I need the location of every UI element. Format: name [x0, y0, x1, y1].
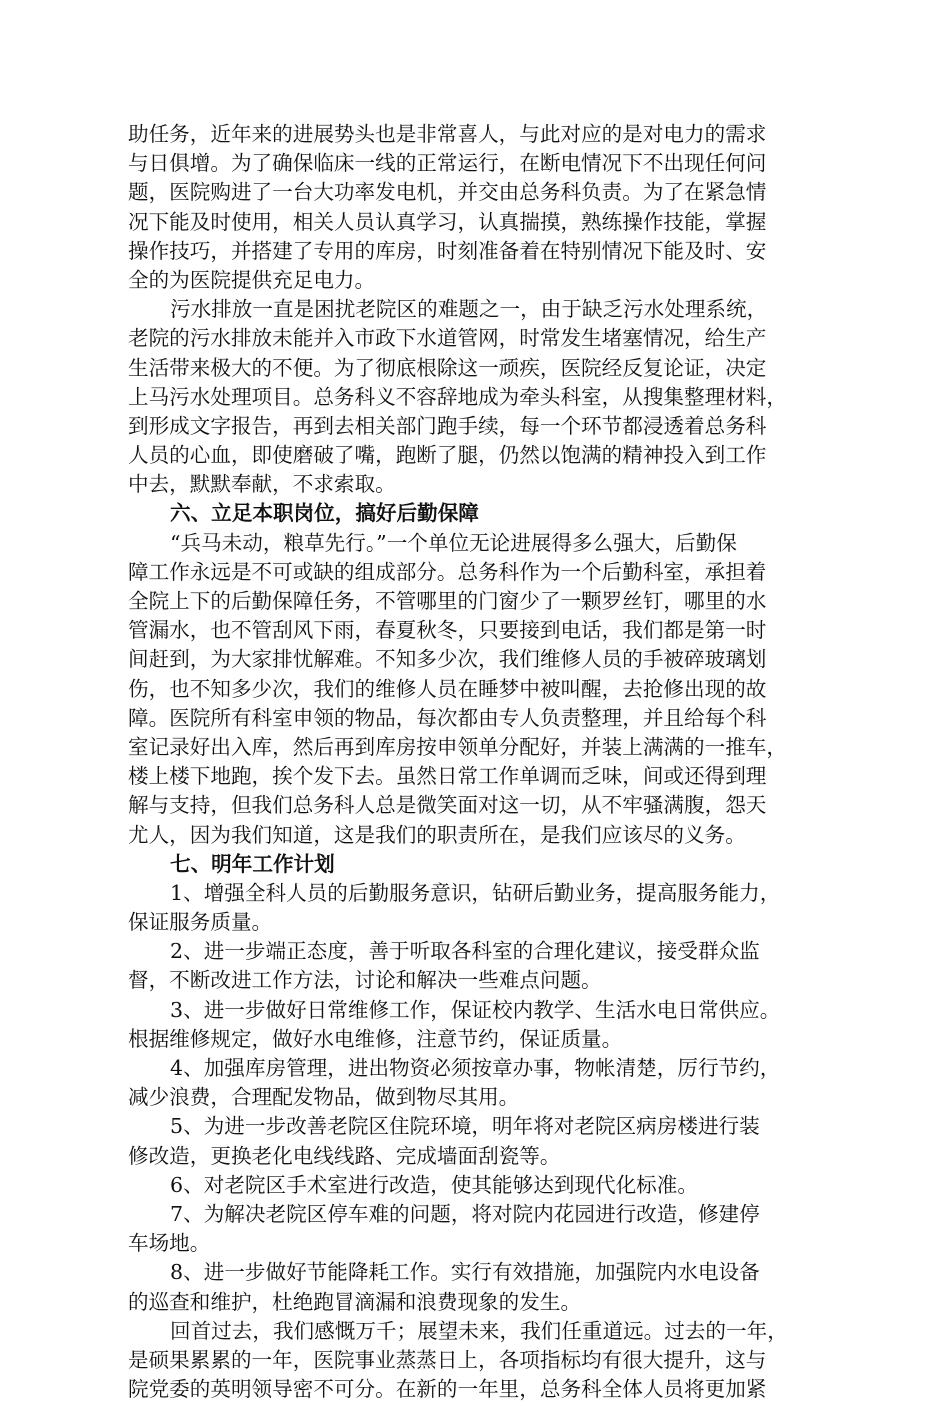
text-line: 全的为医院提供充足电力。 — [128, 267, 376, 292]
text-line: 车场地。 — [128, 1231, 211, 1256]
text-line: 减少浪费，合理配发物品，做到物尽其用。 — [128, 1085, 520, 1110]
list-item: 7、为解决老院区停车难的问题，将对院内花园进行改造，修建停 — [170, 1201, 760, 1226]
text-line: 楼上楼下地跑，挨个发下去。虽然日常工作单调而乏味，间或还得到理 — [128, 764, 767, 789]
text-line: 院党委的英明领导密不可分。在新的一年里，总务科全体人员将更加紧 — [128, 1377, 767, 1402]
text-line: 管漏水，也不管刮风下雨，春夏秋冬，只要接到电话，我们都是第一时 — [128, 618, 767, 643]
text-line: 室记录好出入库，然后再到库房按申领单分配好，并装上满满的一推车， — [128, 734, 787, 759]
text-line: 老院的污水排放未能并入市政下水道管网，时常发生堵塞情况，给生产 — [128, 326, 767, 351]
list-item: 6、对老院区手术室进行改造，使其能够达到现代化标准。 — [170, 1172, 698, 1197]
list-item: 5、为进一步改善老院区住院环境，明年将对老院区病房楼进行装 — [170, 1114, 760, 1139]
text-line: 题，医院购进了一台大功率发电机，并交由总务科负责。为了在紧急情 — [128, 180, 767, 205]
text-line: 是硕果累累的一年，医院事业蒸蒸日上，各项指标均有很大提升，这与 — [128, 1347, 767, 1372]
text-line: 全院上下的后勤保障任务，不管哪里的门窗少了一颗罗丝钉，哪里的水 — [128, 589, 767, 613]
list-item: 4、加强库房管理，进出物资必须按章办事，物帐清楚，厉行节约， — [170, 1056, 781, 1080]
list-item: 1、增强全科人员的后勤服务意识，钻研后勤业务，提高服务能力， — [170, 880, 781, 905]
list-item: 8、进一步做好节能降耗工作。实行有效措施，加强院内水电设备 — [170, 1260, 760, 1285]
list-item: 3、进一步做好日常维修工作，保证校内教学、生活水电日常供应。 — [170, 997, 781, 1022]
text-line: 障。医院所有科室申领的物品，每次都由专人负责整理，并且给每个科 — [128, 705, 767, 730]
list-item: 2、进一步端正态度，善于听取各科室的合理化建议，接受群众监 — [170, 939, 760, 964]
paragraph-first-line: 污水排放一直是困扰老院区的难题之一，由于缺乏污水处理系统， — [170, 297, 768, 322]
text-line: 与日俱增。为了确保临床一线的正常运行，在断电情况下不出现任何问 — [128, 151, 767, 176]
paragraph-first-line: “兵马未动，粮草先行。”一个单位无论进展得多么强大，后勤保 — [170, 530, 737, 555]
document-body — [128, 120, 824, 1404]
text-line: 人员的心血，即使磨破了嘴，跑断了腿，仍然以饱满的精神投入到工作 — [128, 443, 767, 468]
text-line: 的巡查和维护，杜绝跑冒滴漏和浪费现象的发生。 — [128, 1289, 582, 1314]
section-heading: 六、立足本职岗位，搞好后勤保障 — [170, 501, 479, 526]
text-line: 修改造，更换老化电线线路、完成墙面刮瓷等。 — [128, 1143, 561, 1168]
text-line: 间赶到，为大家排忧解难。不知多少次，我们维修人员的手被碎玻璃划 — [128, 647, 767, 672]
text-line: 况下能及时使用，相关人员认真学习，认真揣摸，熟练操作技能，掌握 — [128, 209, 767, 234]
text-line: 中去，默默奉献，不求索取。 — [128, 472, 396, 497]
text-line: 障工作永远是不可或缺的组成部分。总务科作为一个后勤科室，承担着 — [128, 559, 767, 584]
text-line: 到形成文字报告，再到去相关部门跑手续，每一个环节都浸透着总务科 — [128, 413, 767, 438]
text-line: 伤，也不知多少次，我们的维修人员在睡梦中被叫醒，去抢修出现的故 — [128, 676, 767, 701]
text-line: 保证服务质量。 — [128, 910, 273, 935]
text-line: 督，不断改进工作方法，讨论和解决一些难点问题。 — [128, 968, 602, 993]
text-line: 解与支持，但我们总务科人总是微笑面对这一切，从不牢骚满腹，怨天 — [128, 793, 767, 818]
paragraph-first-line: 回首过去，我们感慨万千；展望未来，我们任重道远。过去的一年， — [170, 1318, 788, 1343]
text-line: 尤人，因为我们知道，这是我们的职责所在，是我们应该尽的义务。 — [128, 822, 746, 847]
text-line: 生活带来极大的不便。为了彻底根除这一顽疾，医院经反复论证，决定 — [128, 355, 767, 380]
section-heading: 七、明年工作计划 — [170, 851, 335, 876]
text-line: 操作技巧，并搭建了专用的库房，时刻准备着在特别情况下能及时、安 — [128, 238, 767, 263]
text-line: 上马污水处理项目。总务科义不容辞地成为牵头科室，从搜集整理材料， — [128, 384, 787, 409]
text-line: 助任务，近年来的进展势头也是非常喜人，与此对应的是对电力的需求 — [128, 122, 767, 146]
text-line: 根据维修规定，做好水电维修，注意节约，保证质量。 — [128, 1026, 623, 1051]
